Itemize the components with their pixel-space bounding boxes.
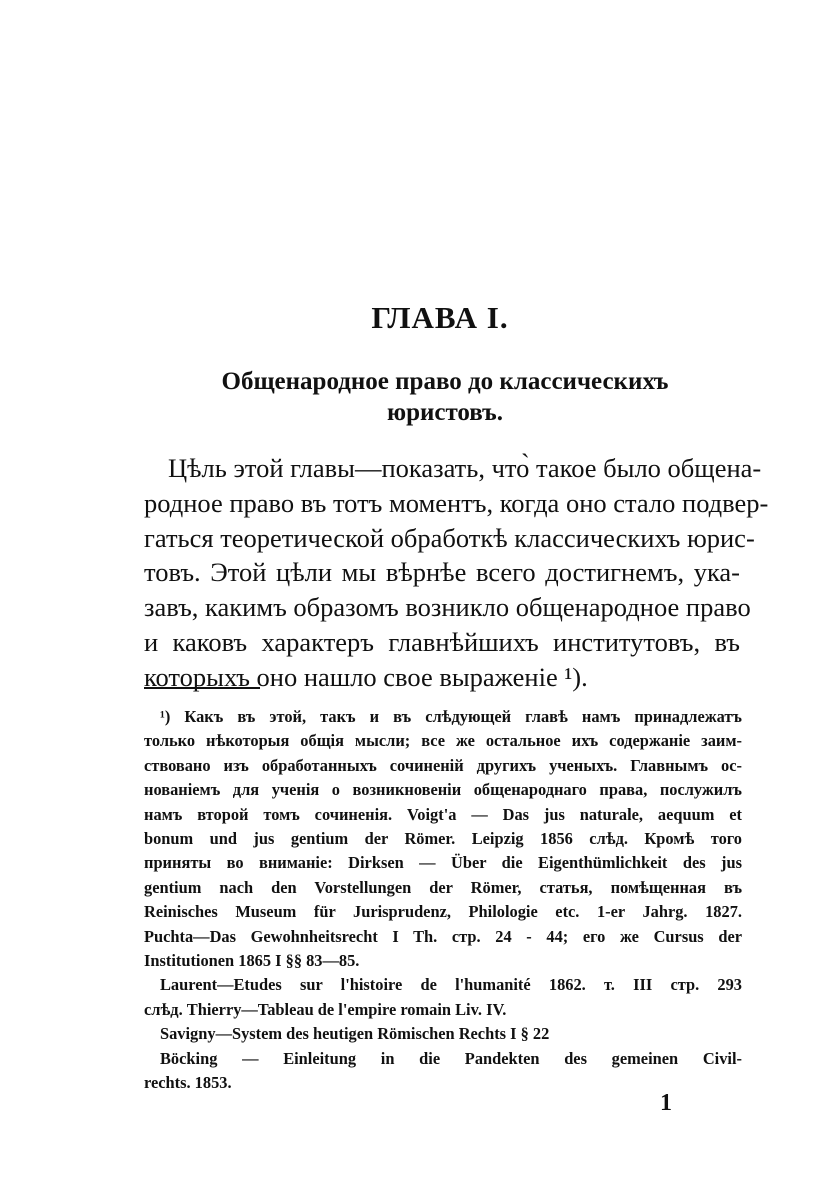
- chapter-subtitle-line-1: Общенародное право до классическихъ: [221, 368, 669, 395]
- footnote-line: ¹) Какъ въ этой, такъ и въ слѣдующей главѣ намъ принадлежатъ: [160, 707, 742, 726]
- body-line: и каковъ характеръ главнѣйшихъ институтовъ, въ: [144, 626, 740, 657]
- body-line: гаться теоретической обработкѣ классическихъ юрис-: [144, 522, 755, 553]
- footnote-line: Reinisches Museum für Jurisprudenz, Philologie etc. 1-er Jahrg. 1827.: [144, 902, 742, 922]
- footnote-line: Laurent—Etudes sur l'histoire de l'humanité 1862. т. III стр. 293: [160, 975, 742, 995]
- footnote-line: слѣд. Thierry—Tableau de l'empire romain Liv. IV.: [144, 999, 507, 1019]
- body-line: Цѣль этой главы—показать, что̀ такое было общена-: [168, 453, 762, 483]
- footnote-line: нованіемъ для ученія о возникновеніи общенароднаго права, послужилъ: [144, 780, 742, 800]
- footnotes: [144, 705, 742, 1096]
- body-line: товъ. Этой цѣли мы вѣрнѣе всего достигнемъ, ука-: [144, 557, 740, 588]
- chapter-subtitle-line-2: юристовъ.: [386, 399, 504, 426]
- body-line: родное право въ тотъ моментъ, когда оно стало подвер-: [144, 487, 769, 518]
- footnote-line: gentium nach den Vorstellungen der Römer, статья, помѣщенная въ: [144, 877, 742, 897]
- footnote-line: Puchta—Das Gewohnheitsrecht I Th. стр. 24 - 44; его же Cursus der: [144, 926, 742, 946]
- chapter-title: ГЛАВА I.: [371, 300, 509, 335]
- footnote-line: только нѣкоторыя общія мысли; все же остальное ихъ содержаніе заим-: [144, 731, 742, 751]
- body-line: которыхъ оно нашло свое выраженіе ¹).: [144, 661, 588, 692]
- footnote-line: rechts. 1853.: [144, 1073, 232, 1093]
- footnote-line: Institutionen 1865 I §§ 83—85.: [144, 951, 360, 971]
- footnote-divider: [144, 687, 260, 689]
- chapter-subtitle: [160, 366, 730, 428]
- footnote-line: намъ второй томъ сочиненія. Voigt'a — Das jus naturale, aequum et: [144, 804, 742, 824]
- footnote-line: bonum und jus gentium der Römer. Leipzig 1856 слѣд. Кромѣ того: [144, 829, 742, 849]
- body-line: завъ, какимъ образомъ возникло общенародное право: [144, 592, 751, 623]
- page-number: 1: [660, 1090, 672, 1116]
- body-paragraph: [144, 451, 769, 695]
- footnote-line: Savigny—System des heutigen Römischen Rechts I § 22: [160, 1024, 550, 1044]
- footnote-line: Böcking — Einleitung in die Pandekten des gemeinen Civil-: [160, 1048, 742, 1068]
- footnote-line: ствовано изъ обработанныхъ сочиненій другихъ ученыхъ. Главнымъ ос-: [144, 755, 742, 775]
- footnote-line: приняты во вниманіе: Dirksen — Über die Eigenthümlichkeit des jus: [144, 853, 742, 873]
